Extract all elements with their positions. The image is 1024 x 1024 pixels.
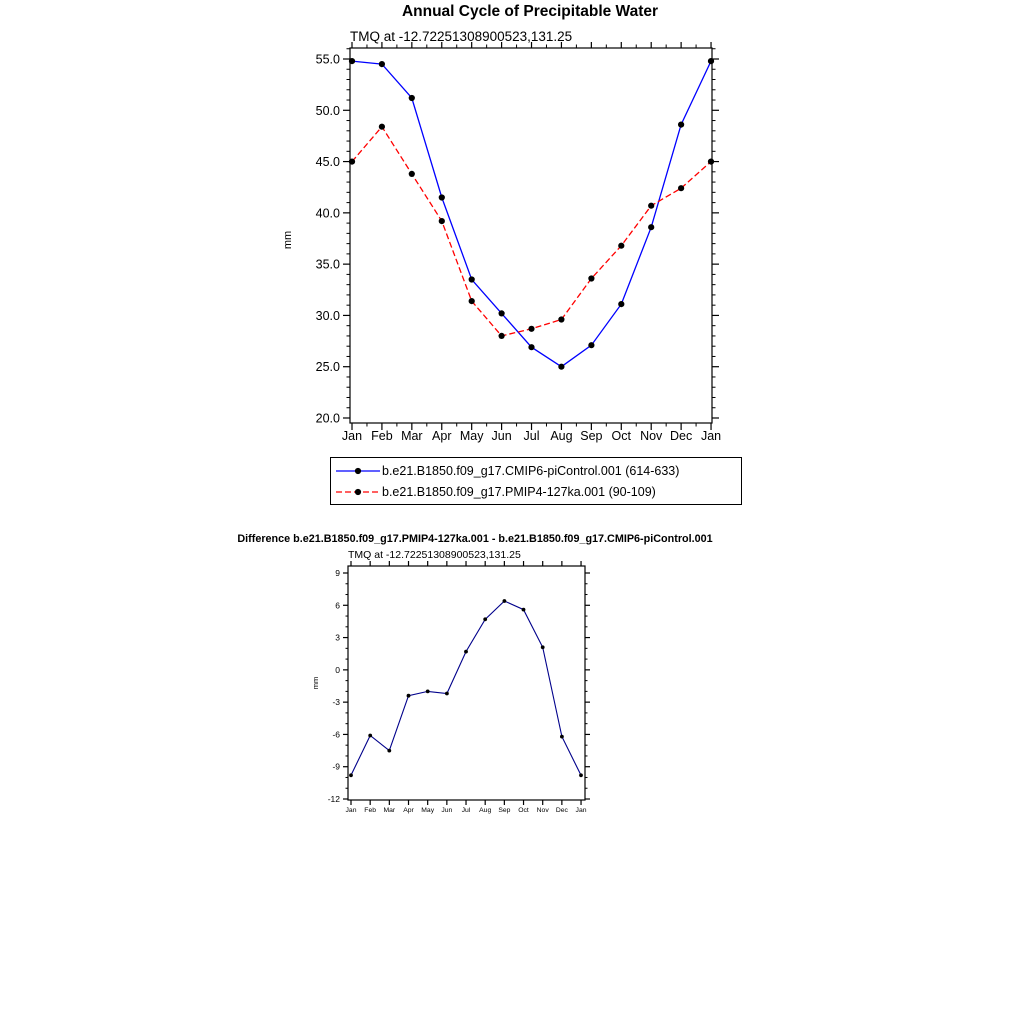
- y-tick-label: 6: [335, 600, 340, 611]
- y-tick-label: -3: [332, 697, 340, 708]
- data-point-marker: [483, 617, 487, 621]
- data-point-marker: [499, 333, 505, 339]
- x-tick-label: Jan: [345, 807, 357, 814]
- data-point-marker: [678, 185, 684, 191]
- data-point-marker: [469, 276, 475, 282]
- data-point-marker: [648, 203, 654, 209]
- data-point-marker: [426, 690, 430, 694]
- y-tick-label: -12: [327, 794, 340, 805]
- x-tick-label: Jun: [491, 429, 512, 443]
- y-tick-label: 45.0: [315, 155, 340, 170]
- data-point-marker: [499, 310, 505, 316]
- x-tick-label: Dec: [555, 807, 568, 814]
- data-point-marker: [469, 298, 475, 304]
- data-point-marker: [708, 58, 714, 64]
- legend-entry: [334, 481, 741, 502]
- legend-line-sample: [334, 484, 382, 500]
- data-point-marker: [618, 301, 624, 307]
- data-point-marker: [558, 316, 564, 322]
- x-tick-label: Dec: [670, 429, 693, 443]
- y-tick-label: 25.0: [315, 360, 340, 375]
- data-point-marker: [588, 275, 594, 281]
- y-tick-label: -9: [332, 761, 340, 772]
- diff-chart-title: Difference b.e21.B1850.f09_g17.PMIP4-127ka.001 - b.e21.B1850.f09_g17.CMIP6-piControl.001: [237, 533, 713, 545]
- series-line: [352, 127, 711, 336]
- data-point-marker: [579, 773, 583, 777]
- data-point-marker: [409, 95, 415, 101]
- legend-line-sample: [334, 463, 382, 479]
- data-point-marker: [678, 122, 684, 128]
- data-point-marker: [528, 344, 534, 350]
- x-tick-label: May: [421, 807, 435, 814]
- data-point-marker: [558, 364, 564, 370]
- legend-marker: [355, 467, 361, 473]
- data-point-marker: [528, 326, 534, 332]
- x-tick-label: Jan: [700, 429, 722, 443]
- y-tick-label: 0: [335, 664, 340, 675]
- data-point-marker: [541, 645, 545, 649]
- y-tick-label: 3: [335, 632, 340, 643]
- x-tick-label: Oct: [611, 429, 632, 443]
- plot-frame: [348, 566, 585, 800]
- diff-chart-subtitle: TMQ at -12.72251308900523,131.25: [348, 549, 521, 561]
- data-point-marker: [387, 749, 391, 753]
- main-chart-subtitle: TMQ at -12.72251308900523,131.25: [350, 29, 573, 44]
- y-axis-label: mm: [311, 676, 320, 690]
- legend-label: b.e21.B1850.f09_g17.CMIP6-piControl.001 (614-633): [382, 463, 680, 478]
- plot-frame: [350, 48, 712, 423]
- diff-chart-plot: [300, 560, 630, 825]
- data-point-marker: [349, 773, 353, 777]
- data-point-marker: [379, 124, 385, 130]
- x-tick-label: Jun: [441, 807, 453, 814]
- x-tick-label: Aug: [479, 807, 492, 814]
- x-tick-label: Apr: [432, 429, 452, 443]
- series-line: [351, 601, 581, 775]
- x-tick-label: Nov: [640, 429, 663, 443]
- data-point-marker: [588, 342, 594, 348]
- data-point-marker: [368, 734, 372, 738]
- y-tick-label: -6: [332, 729, 340, 740]
- x-tick-label: Aug: [550, 429, 573, 443]
- data-point-marker: [439, 194, 445, 200]
- x-tick-label: Sep: [580, 429, 603, 443]
- legend-entry: [334, 460, 741, 481]
- y-tick-label: 50.0: [315, 103, 340, 118]
- data-point-marker: [379, 61, 385, 67]
- x-tick-label: Jul: [523, 429, 540, 443]
- x-tick-label: Oct: [518, 807, 529, 814]
- data-point-marker: [407, 694, 411, 698]
- y-axis-label: mm: [282, 230, 294, 250]
- data-point-marker: [522, 608, 526, 612]
- legend-label: b.e21.B1850.f09_g17.PMIP4-127ka.001 (90-109): [382, 484, 656, 499]
- x-tick-label: Feb: [364, 807, 377, 814]
- data-point-marker: [560, 735, 564, 739]
- data-point-marker: [618, 243, 624, 249]
- data-point-marker: [439, 218, 445, 224]
- y-tick-label: 9: [335, 568, 340, 578]
- y-tick-label: 55.0: [315, 52, 340, 67]
- x-tick-label: Jan: [341, 429, 363, 443]
- main-chart-title: Annual Cycle of Precipitable Water: [401, 3, 659, 20]
- data-point-marker: [708, 159, 714, 165]
- data-point-marker: [349, 159, 355, 165]
- y-tick-label: 35.0: [315, 257, 340, 272]
- legend-marker: [355, 488, 361, 494]
- data-point-marker: [445, 692, 449, 696]
- x-tick-label: Sep: [498, 807, 511, 814]
- x-tick-label: Apr: [403, 807, 414, 814]
- y-tick-label: 30.0: [315, 308, 340, 323]
- x-tick-label: Jan: [575, 807, 587, 814]
- series-line: [352, 61, 711, 367]
- data-point-marker: [349, 58, 355, 64]
- data-point-marker: [409, 171, 415, 177]
- x-tick-label: Mar: [383, 807, 396, 814]
- y-tick-label: 40.0: [315, 206, 340, 221]
- x-tick-label: Nov: [536, 807, 549, 814]
- main-chart-plot: [260, 42, 760, 457]
- x-tick-label: Feb: [371, 429, 393, 443]
- y-tick-label: 20.0: [315, 411, 340, 426]
- data-point-marker: [503, 599, 507, 603]
- x-tick-label: Jul: [461, 807, 471, 814]
- x-tick-label: May: [459, 429, 484, 443]
- main-chart-legend: [330, 457, 742, 505]
- data-point-marker: [464, 650, 468, 654]
- x-tick-label: Mar: [401, 429, 423, 443]
- data-point-marker: [648, 224, 654, 230]
